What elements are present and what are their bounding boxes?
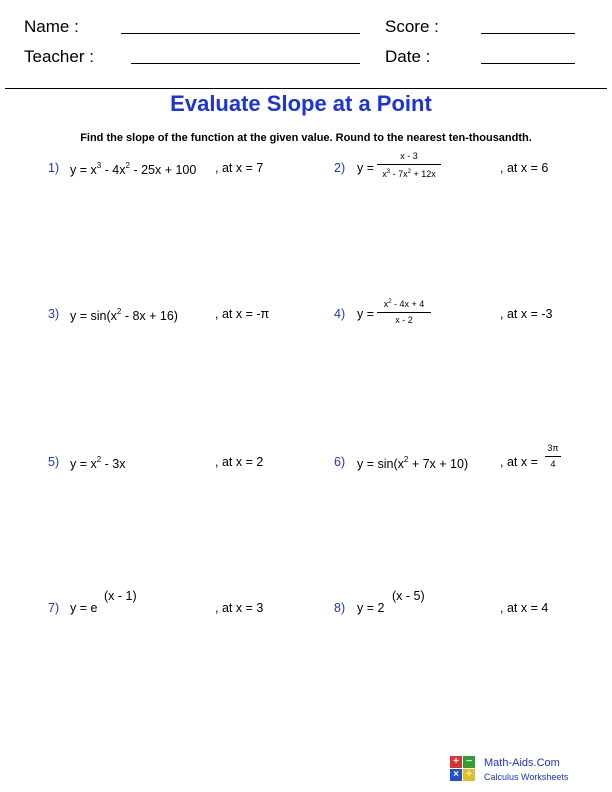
problem-4-fraction: $x^2 - 4x + 4$ x - 2 [377, 297, 431, 326]
plus-icon: + [450, 756, 462, 768]
problem-number: 5) [48, 455, 60, 469]
problem-6-value-fraction: 3π 4 [545, 443, 561, 470]
problem-6-function: $y = \sin(x^2 + 7x + 10)$ [357, 455, 469, 471]
date-label: Date : [385, 47, 431, 66]
problem-7-value: , at x = 3 [215, 601, 264, 615]
problem-2-value: , at x = 6 [500, 161, 549, 175]
problem-number: 2) [334, 161, 346, 175]
problem-number: 6) [334, 455, 346, 469]
problem-2-prefix: y = [357, 161, 375, 175]
problem-8-exponent: (x - 5) [392, 589, 425, 603]
instructions: Find the slope of the function at the given value. Round to the nearest ten-thousandth. [80, 132, 532, 144]
name-field-line[interactable] [121, 33, 360, 34]
date-field-line[interactable] [481, 63, 575, 64]
score-field-line[interactable] [481, 33, 575, 34]
name-label: Name : [24, 17, 79, 36]
problem-number: 4) [334, 307, 346, 321]
problem-5-value: , at x = 2 [215, 455, 264, 469]
problem-4-prefix: y = [357, 307, 375, 321]
problem-7-exponent: (x - 1) [104, 589, 137, 603]
times-icon: × [450, 769, 462, 781]
problem-1-function: $y = x^3 - 4x^2 - 25x + 100$ [70, 161, 197, 177]
problem-2-fraction: x - 3 $x^3 - 7x^2 + 12x$ [377, 151, 441, 180]
problem-1-value: , at x = 7 [215, 161, 264, 175]
score-label: Score : [385, 17, 439, 36]
problem-3-function: $y = \sin(x^2 - 8x + 16)$ [70, 307, 178, 323]
minus-icon: − [463, 756, 475, 768]
problem-5-function: $y = x^2 - 3x$ [70, 455, 126, 471]
problem-8-base: y = 2 [357, 601, 385, 615]
teacher-label: Teacher : [24, 47, 94, 66]
brand-name: Math-Aids.Com [484, 757, 560, 769]
math-aids-logo-icon [450, 756, 476, 782]
problem-number: 8) [334, 601, 346, 615]
problem-3-value: , at x = -π [215, 307, 270, 321]
divide-icon: ÷ [463, 769, 475, 781]
problem-6-value: , at x = [500, 455, 538, 469]
problem-4-value: , at x = -3 [500, 307, 553, 321]
problem-7-base: y = e [70, 601, 98, 615]
header-divider [5, 88, 607, 89]
problem-number: 1) [48, 161, 60, 175]
worksheet-title: Evaluate Slope at a Point [170, 91, 432, 116]
problem-number: 7) [48, 601, 60, 615]
problem-number: 3) [48, 307, 60, 321]
problem-8-value: , at x = 4 [500, 601, 549, 615]
brand-subtitle: Calculus Worksheets [484, 772, 569, 782]
teacher-field-line[interactable] [131, 63, 360, 64]
